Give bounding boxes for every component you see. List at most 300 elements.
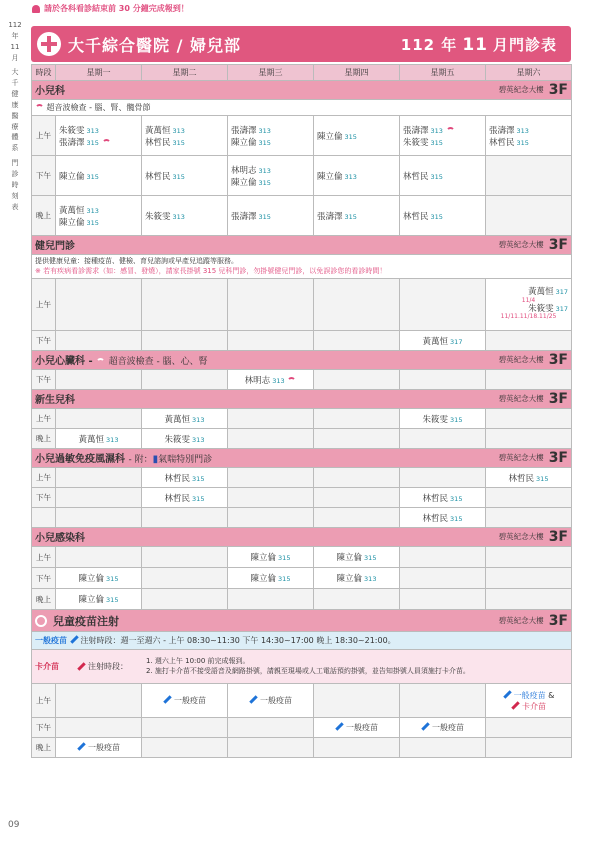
slot-am: 上午 — [32, 468, 56, 488]
general-label: 一般疫苗 — [35, 636, 67, 645]
empty-cell — [314, 508, 400, 528]
empty-cell — [486, 331, 572, 351]
bcg-label: 卡介苗 — [35, 662, 59, 671]
room-number: 315 — [450, 514, 463, 523]
empty-cell — [314, 684, 400, 718]
vaccine-type: 一般疫苗 — [432, 723, 464, 732]
room-number: 315 — [278, 575, 291, 583]
bcg-note: 1. 週六上午 10:00 前完成報到。 — [146, 656, 250, 665]
section-location — [499, 450, 568, 466]
empty-cell — [56, 468, 142, 488]
title-text: 小兒心臟科 - — [35, 356, 93, 367]
slot-pm: 下午 — [32, 370, 56, 390]
table-row — [32, 116, 572, 156]
syringe-icon — [70, 635, 78, 643]
subtitle-text: 超音波檢查 - 腦、心、腎 — [108, 357, 208, 367]
empty-cell — [400, 468, 486, 488]
bcg-note: 2. 施打卡介苗不接受語音及網路掛號，請親至現場或人工電話預約掛號，並告知掛號人員須施打卡介苗。 — [146, 666, 470, 675]
doctor-name: 林明志 — [244, 375, 271, 386]
room-number: 313 — [344, 172, 357, 181]
empty-cell — [314, 589, 400, 610]
doctor-name: 陳立倫 — [231, 137, 257, 148]
slot-pm: 下午 — [32, 488, 56, 508]
ultrasound-icon — [446, 127, 455, 133]
table-row — [32, 196, 572, 236]
section-title: 新生兒科 — [35, 395, 75, 406]
section-cardiology — [32, 351, 572, 370]
syringe-icon — [163, 695, 171, 703]
doctor-name: 朱筱雯 — [403, 137, 429, 148]
side-title: 門診時刻表 — [11, 159, 19, 211]
cell — [142, 684, 228, 718]
empty-cell — [486, 429, 572, 449]
room-number: 315 — [364, 554, 377, 562]
section-location — [499, 82, 568, 98]
syringe-icon — [249, 695, 257, 703]
empty-cell — [56, 547, 142, 568]
slot-am: 上午 — [32, 279, 56, 331]
month-title — [401, 34, 557, 55]
empty-cell — [400, 568, 486, 589]
room-number: 315 — [430, 172, 443, 181]
empty-cell — [142, 370, 228, 390]
vaccine-type: 卡介苗 — [522, 701, 546, 711]
doctor-name: 朱筱雯 — [422, 414, 449, 425]
section-location — [499, 613, 568, 629]
title-text: 小兒過敏免疫風濕科 — [35, 454, 125, 465]
month-suffix: 月門診表 — [492, 35, 557, 54]
cell — [486, 468, 572, 488]
cell — [400, 409, 486, 429]
section-title — [35, 613, 119, 629]
table-row — [32, 409, 572, 429]
doctor-name: 林哲民 — [489, 137, 515, 148]
cell — [486, 279, 572, 331]
table-row — [32, 488, 572, 508]
empty-cell — [486, 589, 572, 610]
slot-am: 上午 — [32, 684, 56, 718]
subtitle-text: 超音波檢查 - 腦、腎、髖骨節 — [46, 103, 151, 112]
doctor-name: 陳立倫 — [78, 574, 105, 584]
subtitle-prefix: - 附： — [128, 455, 153, 465]
doctor-name: 林哲民 — [164, 493, 191, 504]
cell — [142, 116, 228, 156]
note-line: 提供健康兒童：接種疫苗、健檢、育兒諮詢或早產兒追蹤等服務。 — [35, 257, 238, 266]
table-row — [32, 279, 572, 331]
doctor-name: 朱筱雯 — [528, 303, 554, 314]
doctor-name: 陳立倫 — [317, 171, 343, 182]
section-location — [499, 352, 568, 368]
room-number: 315 — [450, 494, 463, 503]
floor-label: 3F — [548, 450, 568, 466]
side-year: 112 — [8, 21, 22, 29]
room-number: 313 — [516, 126, 529, 135]
doctor-name: 張濤澤 — [231, 211, 257, 222]
slot-ev: 晚上 — [32, 738, 56, 758]
room-number: 313 — [430, 126, 443, 135]
section-title: 小兒感染科 — [35, 533, 85, 544]
empty-cell — [314, 279, 400, 331]
cell — [400, 488, 486, 508]
cell — [314, 547, 400, 568]
section-title — [35, 352, 208, 367]
building-name: 碧英紀念大樓 — [498, 240, 544, 249]
slot-am: 上午 — [32, 547, 56, 568]
room-number: 315 — [278, 554, 291, 562]
room-number: 315 — [258, 138, 271, 147]
room-number: 313 — [172, 126, 185, 135]
slot-am: 上午 — [32, 116, 56, 156]
doctor-name: 陳立倫 — [231, 177, 257, 188]
table-row — [32, 156, 572, 196]
empty-cell — [142, 279, 228, 331]
empty-cell — [228, 508, 314, 528]
slot-blank — [32, 508, 56, 528]
room-number: 313 — [258, 126, 271, 135]
empty-cell — [486, 488, 572, 508]
floor-label: 3F — [548, 82, 568, 98]
table-row — [32, 568, 572, 589]
section-subtitle — [32, 100, 572, 116]
syringe-icon — [77, 742, 85, 750]
section-location — [499, 391, 568, 407]
empty-cell — [314, 409, 400, 429]
empty-cell — [486, 547, 572, 568]
cell — [56, 568, 142, 589]
time-label: 注射時段： — [80, 636, 121, 645]
doctor-name: 林哲民 — [403, 211, 429, 222]
title-text: 兒童疫苗注射 — [53, 614, 119, 628]
vaccine-bcg-info — [32, 650, 572, 684]
room-number: 313 — [192, 435, 205, 444]
room-number: 313 — [86, 206, 99, 215]
empty-cell — [56, 279, 142, 331]
doctor-name: 黃萬恒 — [422, 336, 449, 347]
empty-cell — [314, 738, 400, 758]
syringe-icon — [503, 690, 511, 698]
room-number: 315 — [192, 494, 205, 503]
empty-cell — [228, 488, 314, 508]
empty-cell — [314, 370, 400, 390]
room-number: 315 — [258, 212, 271, 221]
cell — [314, 568, 400, 589]
building-name: 碧英紀念大樓 — [498, 85, 544, 94]
doctor-name: 朱筱雯 — [164, 434, 191, 445]
month-number: 11 — [462, 34, 488, 55]
ultrasound-icon — [96, 358, 105, 364]
doctor-name: 林哲民 — [145, 171, 171, 182]
doctor-name: 陳立倫 — [336, 574, 363, 584]
cell — [400, 156, 486, 196]
room-number: 315 — [536, 474, 549, 483]
empty-cell — [142, 589, 228, 610]
cell — [228, 196, 314, 236]
baby-icon — [35, 615, 47, 627]
section-location — [499, 237, 568, 253]
doctor-name: 陳立倫 — [317, 131, 343, 142]
hospital-logo-icon — [37, 32, 61, 56]
room-number: 317 — [450, 337, 463, 346]
empty-cell — [228, 279, 314, 331]
side-month: 11 — [10, 42, 20, 51]
cell — [486, 116, 572, 156]
room-number: 315 — [344, 132, 357, 141]
empty-cell — [400, 547, 486, 568]
empty-cell — [142, 738, 228, 758]
ultrasound-icon — [287, 377, 296, 383]
room-number: 317 — [555, 287, 568, 296]
empty-cell — [228, 589, 314, 610]
doctor-name: 林明志 — [231, 165, 257, 176]
slot-ev: 晚上 — [32, 429, 56, 449]
vaccine-type: 一般疫苗 — [513, 690, 546, 700]
room-number: 313 — [364, 575, 377, 583]
room-number: 315 — [172, 138, 185, 147]
year-text: 112 年 — [400, 35, 458, 54]
empty-cell — [228, 429, 314, 449]
empty-cell — [142, 547, 228, 568]
room-number: 315 — [344, 212, 357, 221]
room-number: 315 — [106, 575, 119, 583]
empty-cell — [314, 429, 400, 449]
room-number: 313 — [106, 435, 119, 444]
empty-cell — [228, 409, 314, 429]
empty-cell — [56, 409, 142, 429]
table-row — [32, 589, 572, 610]
subtitle-text: 氣喘特別門診 — [158, 455, 213, 465]
slot-am: 上午 — [32, 409, 56, 429]
empty-cell — [142, 568, 228, 589]
empty-cell — [56, 508, 142, 528]
section-vaccine — [32, 610, 572, 632]
empty-cell — [228, 331, 314, 351]
syringe-icon — [511, 701, 519, 709]
cell — [314, 116, 400, 156]
empty-cell — [400, 738, 486, 758]
doctor-name: 張濤澤 — [403, 125, 429, 136]
room-number: 315 — [430, 138, 443, 147]
doctor-name: 張濤澤 — [317, 211, 343, 222]
syringe-icon — [77, 662, 85, 670]
wellchild-note — [32, 255, 572, 279]
table-row — [32, 508, 572, 528]
vaccine-general-row — [32, 632, 572, 650]
empty-cell — [142, 508, 228, 528]
cell — [400, 196, 486, 236]
doctor-name: 黃萬恒 — [78, 434, 105, 445]
room-number: 313 — [86, 126, 99, 135]
cell — [228, 370, 314, 390]
empty-cell — [486, 508, 572, 528]
section-pediatrics — [32, 81, 572, 100]
vaccine-general-info — [32, 632, 572, 650]
doctor-name: 張濤澤 — [489, 125, 515, 136]
syringe-icon — [335, 722, 343, 730]
side-label — [4, 20, 26, 216]
cell — [142, 196, 228, 236]
room-number: 315 — [258, 178, 271, 187]
day-tue: 星期二 — [142, 65, 228, 81]
floor-label: 3F — [548, 612, 568, 629]
doctor-name: 林哲民 — [403, 171, 429, 182]
empty-cell — [486, 568, 572, 589]
doctor-name: 黃萬恒 — [528, 286, 554, 297]
empty-cell — [486, 738, 572, 758]
time-label: 注射時段： — [88, 662, 128, 671]
building-name: 碧英紀念大樓 — [498, 532, 544, 541]
cell — [142, 409, 228, 429]
schedule-table — [31, 64, 572, 758]
empty-cell — [486, 156, 572, 196]
room-number: 313 — [172, 212, 185, 221]
empty-cell — [486, 196, 572, 236]
section-neonatal — [32, 390, 572, 409]
cell — [56, 116, 142, 156]
slot-header: 時段 — [32, 65, 56, 81]
building-name: 碧英紀念大樓 — [498, 615, 544, 625]
cell — [56, 738, 142, 758]
room-number: 315 — [430, 212, 443, 221]
empty-cell — [56, 488, 142, 508]
cell — [56, 429, 142, 449]
room-number: 313 — [258, 166, 271, 175]
ultrasound-icon — [35, 104, 44, 110]
cell — [228, 156, 314, 196]
section-allergy — [32, 449, 572, 468]
room-number: 315 — [86, 218, 99, 227]
table-row — [32, 718, 572, 738]
room-number: 315 — [450, 415, 463, 424]
doctor-name: 陳立倫 — [59, 217, 85, 228]
empty-cell — [228, 738, 314, 758]
cell — [142, 468, 228, 488]
doctor-name: 林哲民 — [422, 513, 449, 524]
doctor-name: 張濤澤 — [59, 137, 85, 148]
room-number: 315 — [86, 172, 99, 181]
vaccine-type: 一般疫苗 — [260, 696, 292, 705]
empty-cell — [56, 684, 142, 718]
vaccine-type: 一般疫苗 — [346, 723, 378, 732]
cell — [314, 718, 400, 738]
doctor-name: 黃萬恒 — [164, 414, 191, 425]
room-number: 315 — [516, 138, 529, 147]
doctor-name: 陳立倫 — [250, 553, 277, 563]
doctor-name: 朱筱雯 — [145, 211, 171, 222]
page-number: 09 — [8, 820, 20, 830]
table-row — [32, 738, 572, 758]
section-infection — [32, 528, 572, 547]
doctor-name: 林哲民 — [508, 473, 535, 484]
empty-cell — [400, 589, 486, 610]
slot-pm: 下午 — [32, 718, 56, 738]
bell-icon — [32, 5, 40, 13]
cell — [314, 156, 400, 196]
hospital-name: 大千綜合醫院 / 婦兒部 — [68, 35, 241, 55]
cell — [228, 568, 314, 589]
doctor-name: 陳立倫 — [250, 574, 277, 584]
cell — [142, 429, 228, 449]
section-location — [499, 529, 568, 545]
table-row — [32, 684, 572, 718]
day-sat: 星期六 — [486, 65, 572, 81]
table-row — [32, 547, 572, 568]
empty-cell — [400, 279, 486, 331]
room-number: 313 — [192, 415, 205, 424]
section-title: 小兒科 — [35, 86, 65, 97]
empty-cell — [314, 331, 400, 351]
slot-pm: 下午 — [32, 568, 56, 589]
cell — [400, 718, 486, 738]
floor-label: 3F — [548, 352, 568, 368]
building-name: 碧英紀念大樓 — [498, 453, 544, 462]
empty-cell — [142, 718, 228, 738]
table-row — [32, 370, 572, 390]
floor-label: 3F — [548, 391, 568, 407]
vaccine-bcg-row — [32, 650, 572, 684]
cell — [142, 488, 228, 508]
doctor-name: 林哲民 — [145, 137, 171, 148]
day-fri: 星期五 — [400, 65, 486, 81]
empty-cell — [314, 468, 400, 488]
doctor-name: 張濤澤 — [231, 125, 257, 136]
section-title: 健兒門診 — [35, 241, 75, 252]
doctor-name: 朱筱雯 — [59, 125, 85, 136]
floor-label: 3F — [548, 237, 568, 253]
doctor-name: 黃萬恒 — [59, 205, 85, 216]
vaccine-type: 一般疫苗 — [88, 743, 120, 752]
page-header — [31, 26, 571, 62]
notice-text: 請於各科看診結束前 30 分鐘完成報到！ — [44, 4, 189, 13]
cell — [56, 156, 142, 196]
room-number: 315 — [172, 172, 185, 181]
cell — [56, 196, 142, 236]
section-title — [35, 450, 212, 465]
day-mon: 星期一 — [56, 65, 142, 81]
slot-pm: 下午 — [32, 156, 56, 196]
empty-cell — [142, 331, 228, 351]
room-number: 317 — [555, 304, 568, 313]
floor-label: 3F — [548, 529, 568, 545]
slot-pm: 下午 — [32, 331, 56, 351]
amp: & — [548, 690, 555, 700]
cell — [400, 116, 486, 156]
ultrasound-icon — [102, 139, 111, 145]
empty-cell — [314, 488, 400, 508]
doctor-name: 林哲民 — [422, 493, 449, 504]
notice-banner — [32, 3, 189, 14]
doctor-name: 陳立倫 — [59, 171, 85, 182]
building-name: 碧英紀念大樓 — [498, 394, 544, 403]
doctor-name: 陳立倫 — [78, 595, 105, 605]
room-number: 315 — [192, 474, 205, 483]
cell — [228, 684, 314, 718]
side-month-unit: 月 — [11, 53, 19, 62]
room-number: 315 — [106, 596, 119, 604]
cell — [56, 589, 142, 610]
room-number: 313 — [272, 376, 285, 385]
section-wellchild — [32, 236, 572, 255]
cell — [400, 331, 486, 351]
cell — [400, 508, 486, 528]
empty-cell — [56, 370, 142, 390]
empty-cell — [486, 370, 572, 390]
empty-cell — [56, 331, 142, 351]
empty-cell — [228, 468, 314, 488]
side-year-unit: 年 — [11, 31, 19, 40]
cell — [486, 684, 572, 718]
vaccine-type: 一般疫苗 — [174, 696, 206, 705]
empty-cell — [228, 718, 314, 738]
